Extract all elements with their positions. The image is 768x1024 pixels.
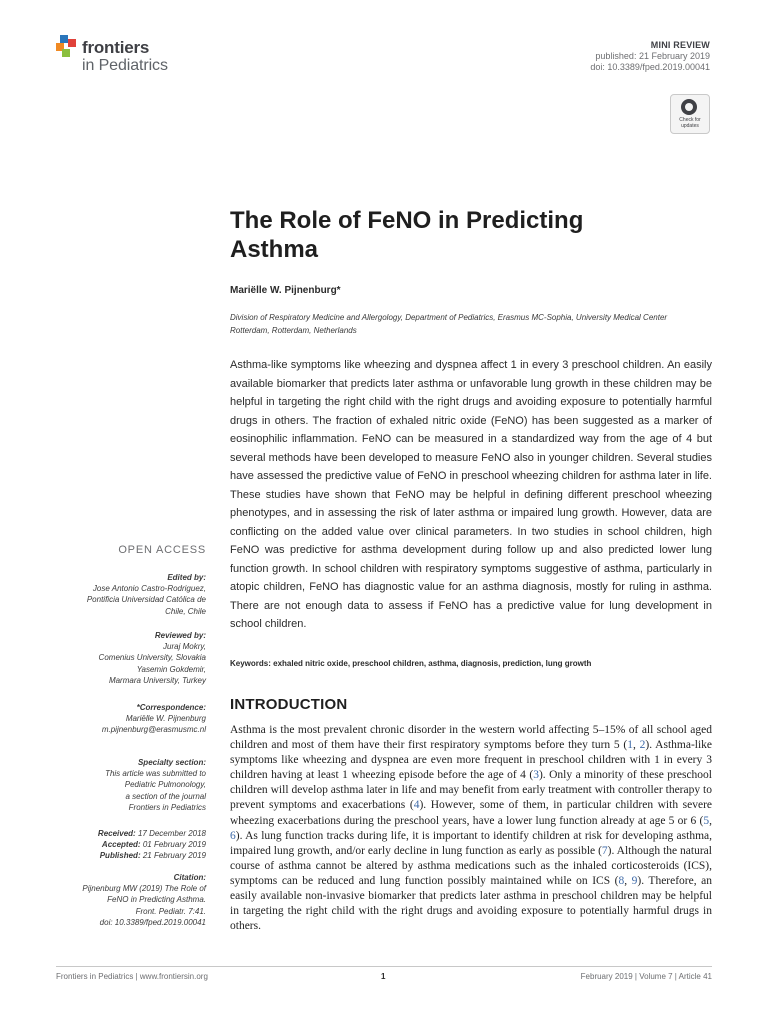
- check-for-updates-badge[interactable]: Check for updates: [670, 94, 710, 134]
- check-updates-icon: [681, 99, 697, 115]
- article-type: MINI REVIEW: [650, 40, 710, 50]
- author[interactable]: Mariëlle W. Pijnenburg*: [230, 285, 341, 296]
- open-access-label: OPEN ACCESS: [118, 544, 206, 556]
- reference-link[interactable]: 2: [639, 739, 646, 752]
- abstract: Asthma-like symptoms like wheezing and dyspnea affect 1 in every 3 preschool children. An easily available biomarker that predicts later asthma or unfavorable lung growth in these children may be helpful in targeting the right child with the right drugs and avoiding exposure to potentially harmful drugs in others. The fraction of exhaled nitric oxide (FeNO) has been suggested as a marker of eosinophilic inflammation. FeNO can be measured in a standardized way from the age of 4 but several methods have been developed to measure FeNO also in younger children. Several studies have assessed the predictive value of FeNO in preschool wheezing children for asthma later in life. These studies have shown that FeNO may be helpful in defining different preschool wheezing phenotypes, and in assessing the risk of later asthma or impaired lung growth. However, data are conflicting on the added value over clinical parameters. In two studies in school children, high FeNO was predictive for asthma development during follow up and also predicted lower lung function growth. In school children with respiratory symptoms suggestive of asthma, particularly in atopic children, FeNO has diagnostic value for an asthma diagnosis, mostly for ruling in asthma. There are not enough data to assess if FeNO has a predictive value for lung development in school children.: [230, 359, 712, 630]
- dates-block: Received: 17 December 2018 Accepted: 01 February 2019 Published: 21 February 2019: [97, 829, 206, 861]
- published-date: published: 21 February 2019: [595, 51, 710, 61]
- reference-link[interactable]: 4: [413, 799, 420, 812]
- journal-subname: in Pediatrics: [82, 57, 168, 74]
- reference-link[interactable]: 8: [618, 874, 625, 887]
- reference-link[interactable]: 3: [533, 769, 539, 782]
- reference-link[interactable]: 6: [230, 829, 236, 842]
- introduction-paragraph: Asthma is the most prevalent chronic disorder in the western world affecting 5–15% of all school aged children and most of them have their first respiratory symptoms before they turn 5 (1, 2). Asthma-like symptoms like wheezing and dyspnea are even more frequent in preschool children with 1 in every 3 children having at least 1 wheezing episode before the age of 4 (3). Only a minority of these preschool children will develop asthma later in life and may benefit from early treatment with controller therapy to prevent symptoms and exacerbations (4). However, some of them, in particular children with severe wheezing exacerbations during the preschool years, have a lower lung function already at age 5 or 6 (5, 6). As lung function tracks during life, it is important to identify children at risk for developing asthma, impaired lung growth, and/or early decline in lung function as early as possible (7). Although the natural course of asthma cannot be altered by asthma medications such as the inhaled corticosteroids (ICS), symptoms can be reduced and lung function possibly maintained while on ICS (8, 9). Therefore, an easily available non-invasive biomarker that predicts later asthma in preschool children may be helpful in targeting the right child with the right drugs and avoiding exposure to potentially harmful drugs in others.: [230, 724, 713, 933]
- citation-block: Citation: Pijnenburg MW (2019) The Role of FeNO in Predicting Asthma. Front. Pediatr. 7:41. doi: 10.3389/fped.2019.00041: [82, 873, 206, 927]
- footer-divider: [56, 966, 712, 967]
- journal-name: frontiers: [82, 38, 150, 57]
- footer-issue-info: February 2019 | Volume 7 | Article 41: [580, 972, 712, 981]
- reference-link[interactable]: 9: [631, 874, 638, 887]
- doi[interactable]: doi: 10.3389/fped.2019.00041: [590, 62, 710, 72]
- reference-link[interactable]: 1: [627, 739, 633, 752]
- reviewed-by-block: Reviewed by: Juraj Mokry, Comenius University, Slovakia Yasemin Gokdemir, Marmara University, Turkey: [98, 631, 206, 685]
- specialty-section-block: Specialty section: This article was submitted to Pediatric Pulmonology, a section of the journal Frontiers in Pediatrics: [105, 758, 206, 812]
- correspondence-email[interactable]: m.pijnenburg@erasmusmc.nl: [101, 725, 206, 735]
- correspondence-block: *Correspondence: Mariëlle W. Pijnenburg m.pijnenburg@erasmusmc.nl: [40, 702, 206, 736]
- article-meta: [590, 40, 710, 73]
- affiliation: Division of Respiratory Medicine and Allergology, Department of Pediatrics, Erasmus MC-Sophia, University Medical Center Rotterdam, Rotterdam, Netherlands: [230, 313, 668, 335]
- article-title: The Role of FeNO in Predicting Asthma: [230, 207, 584, 263]
- journal-logo[interactable]: [56, 33, 196, 77]
- section-heading-introduction: INTRODUCTION: [230, 696, 348, 713]
- reference-link[interactable]: 5: [703, 814, 710, 827]
- keywords: Keywords: exhaled nitric oxide, preschool children, asthma, diagnosis, prediction, lung growth: [230, 659, 592, 668]
- edited-by-block: Edited by: Jose Antonio Castro-Rodriguez, Pontificia Universidad Católica de Chile, Chile: [86, 573, 206, 616]
- reference-link[interactable]: 7: [601, 844, 608, 857]
- frontiers-logo-icon: [56, 35, 80, 59]
- page-number: 1: [381, 972, 386, 981]
- footer-journal-link[interactable]: Frontiers in Pediatrics | www.frontiersin.org: [56, 972, 208, 981]
